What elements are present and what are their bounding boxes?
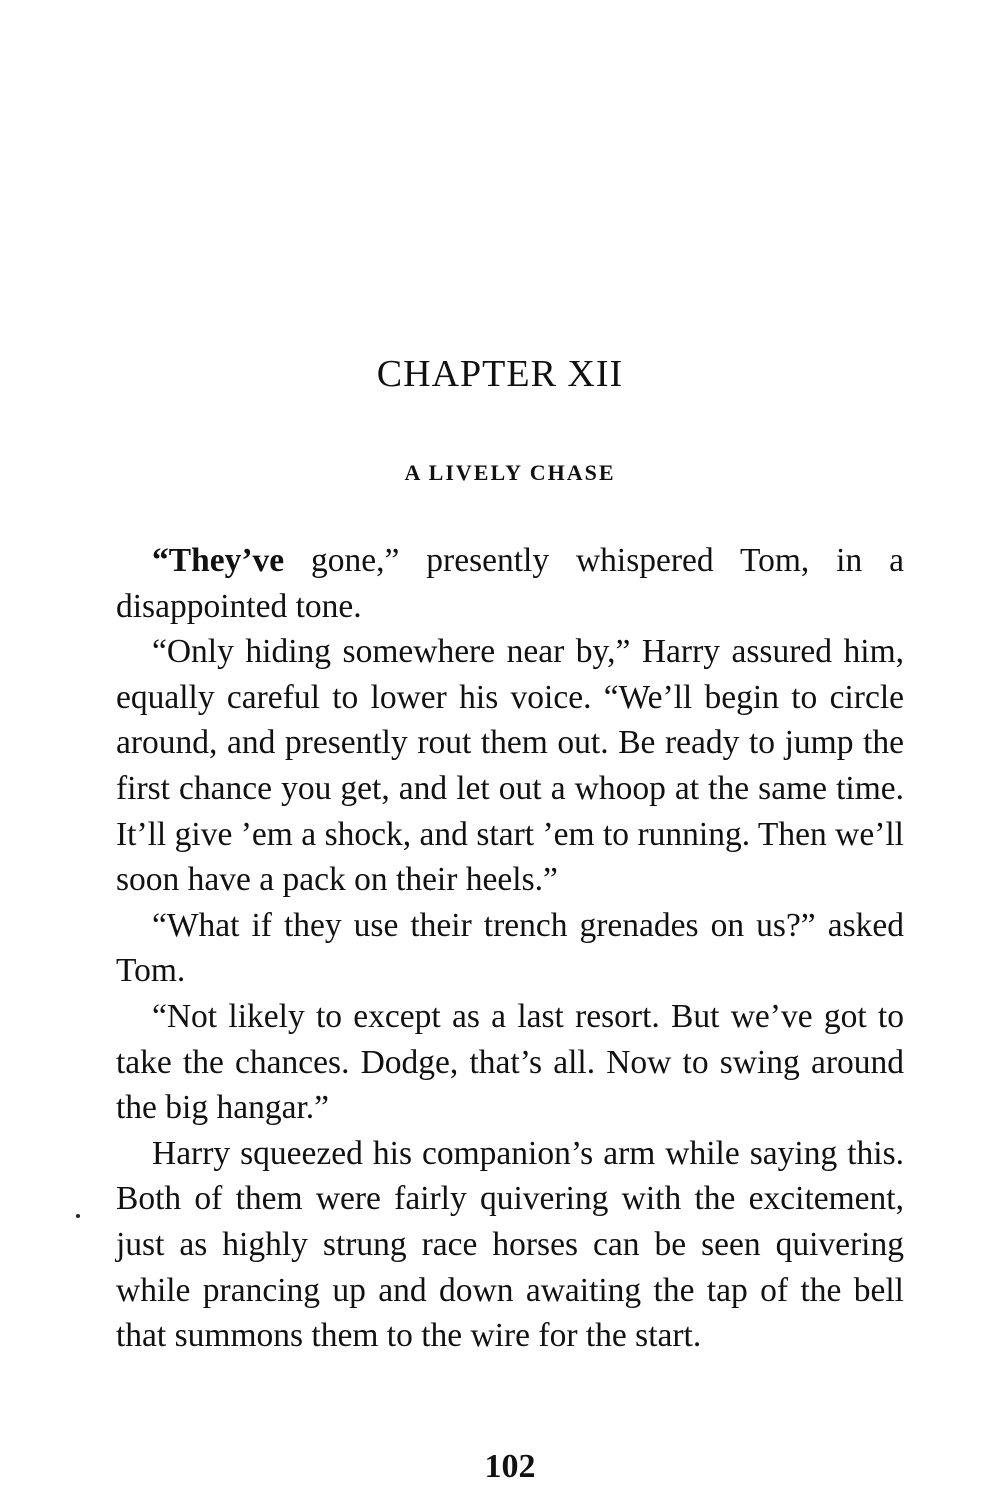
body-text: [116, 538, 904, 1359]
page-number: 102: [484, 1448, 536, 1485]
ink-speck: [76, 1214, 80, 1218]
lead-word: “They’ve: [152, 542, 285, 579]
paragraph-text: gone,” presently whispered Tom, in a disappointed tone.: [116, 542, 904, 625]
paragraph: “Not likely to except as a last resort. But we’ve got to take the chances. Dodge, that’s all. Now to swing around the big hangar.”: [116, 997, 904, 1127]
paragraph: [116, 538, 904, 629]
paragraph: “Only hiding somewhere near by,” Harry assured him, equally careful to lower his voice. “We’ll begin to circle around, and presently rout them out. Be ready to jump the first chance you get, and let out a whoop at the same time. It’ll give ’em a shock, and start ’em to running. Then we’ll soon have a pack on their heels.”: [116, 633, 904, 899]
chapter-subtitle: A LIVELY CHASE: [404, 460, 616, 485]
paragraph: Harry squeezed his companion’s arm while saying this. Both of them were fairly quivering with the excitement, just as highly strung race horses can be seen quivering while prancing up and down awaiting the tap of the bell that summons them to the wire for the start.: [116, 1134, 904, 1355]
chapter-title: CHAPTER XII: [376, 353, 624, 395]
paragraph: “What if they use their trench grenades on us?” asked Tom.: [116, 906, 904, 990]
